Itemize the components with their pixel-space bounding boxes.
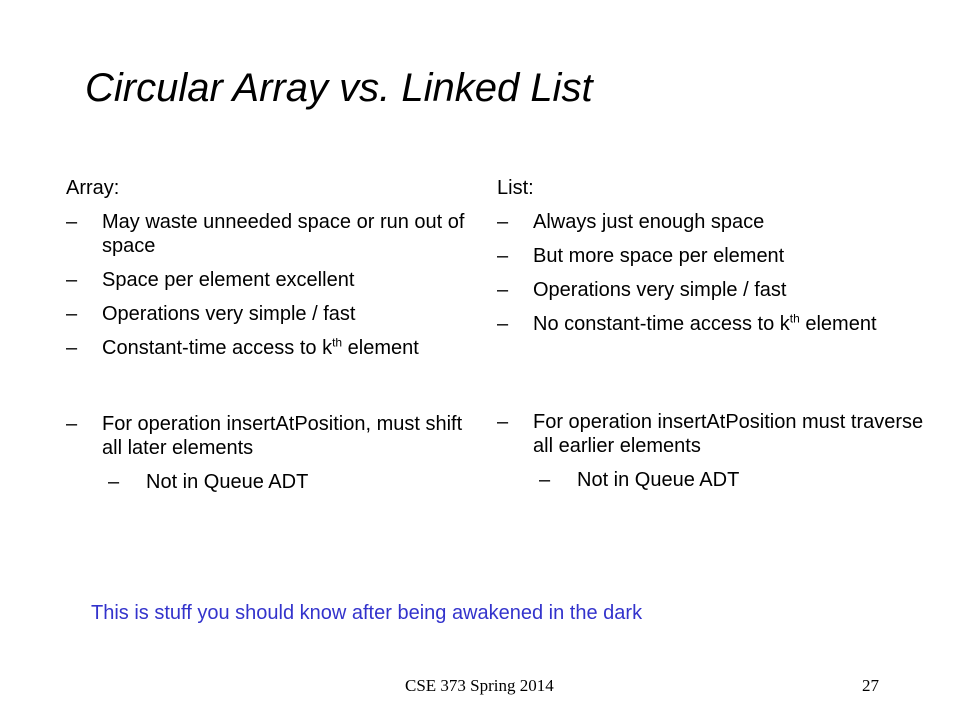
array-bullet	[66, 268, 476, 292]
dash-bullet: –	[66, 269, 78, 291]
array-bullet	[66, 336, 476, 360]
list-sub-bullet	[497, 468, 937, 492]
list-bullet	[497, 312, 937, 336]
dash-bullet: –	[66, 337, 78, 359]
dash-bullet: –	[497, 245, 509, 267]
list-heading: List:	[497, 177, 534, 199]
superscript-th: th	[332, 335, 343, 350]
bullet-text: Operations very simple / fast	[533, 279, 787, 301]
bullet-text: For operation insertAtPosition, must shift all later elements	[102, 413, 463, 459]
dash-bullet: –	[497, 313, 509, 335]
dash-bullet: –	[497, 411, 509, 433]
bullet-text: Not in Queue ADT	[577, 469, 740, 491]
footnote: This is stuff you should know after being awakened in the dark	[91, 602, 643, 624]
array-column	[66, 176, 476, 504]
bullet-text: Operations very simple / fast	[102, 303, 356, 325]
bullet-text: Constant-time access to k	[102, 337, 333, 359]
list-column	[497, 176, 937, 502]
superscript-th: th	[789, 311, 800, 326]
bullet-text-continued: element	[799, 313, 877, 335]
bullet-text: Always just enough space	[533, 211, 765, 233]
bullet-text: Not in Queue ADT	[146, 471, 309, 493]
bullet-text: No constant-time access to k	[533, 313, 790, 335]
bullet-text: Space per element excellent	[102, 269, 355, 291]
course-footer: CSE 373 Spring 2014	[405, 676, 554, 695]
page-number: 27	[862, 676, 879, 695]
dash-bullet: –	[66, 211, 78, 233]
dash-bullet: –	[497, 211, 509, 233]
dash-bullet: –	[66, 303, 78, 325]
dash-bullet: –	[66, 413, 78, 435]
array-sub-bullet	[66, 470, 476, 494]
list-bullet	[497, 278, 937, 302]
bullet-text: But more space per element	[533, 245, 785, 267]
list-bullet	[497, 244, 937, 268]
slide-title: Circular Array vs. Linked List	[85, 66, 593, 110]
bullet-text-continued: element	[342, 337, 419, 359]
dash-bullet: –	[539, 469, 551, 491]
dash-bullet: –	[108, 471, 120, 493]
array-heading: Array:	[66, 177, 120, 199]
list-bullet	[497, 210, 937, 234]
array-bullet	[66, 302, 476, 326]
bullet-text: For operation insertAtPosition must traverse all earlier elements	[533, 411, 924, 457]
array-bullet	[66, 210, 476, 258]
bullet-text: May waste unneeded space or run out of space	[102, 211, 465, 257]
dash-bullet: –	[497, 279, 509, 301]
array-bullet	[66, 412, 476, 460]
spacer	[66, 370, 476, 412]
spacer	[497, 346, 937, 410]
list-bullet	[497, 410, 937, 458]
